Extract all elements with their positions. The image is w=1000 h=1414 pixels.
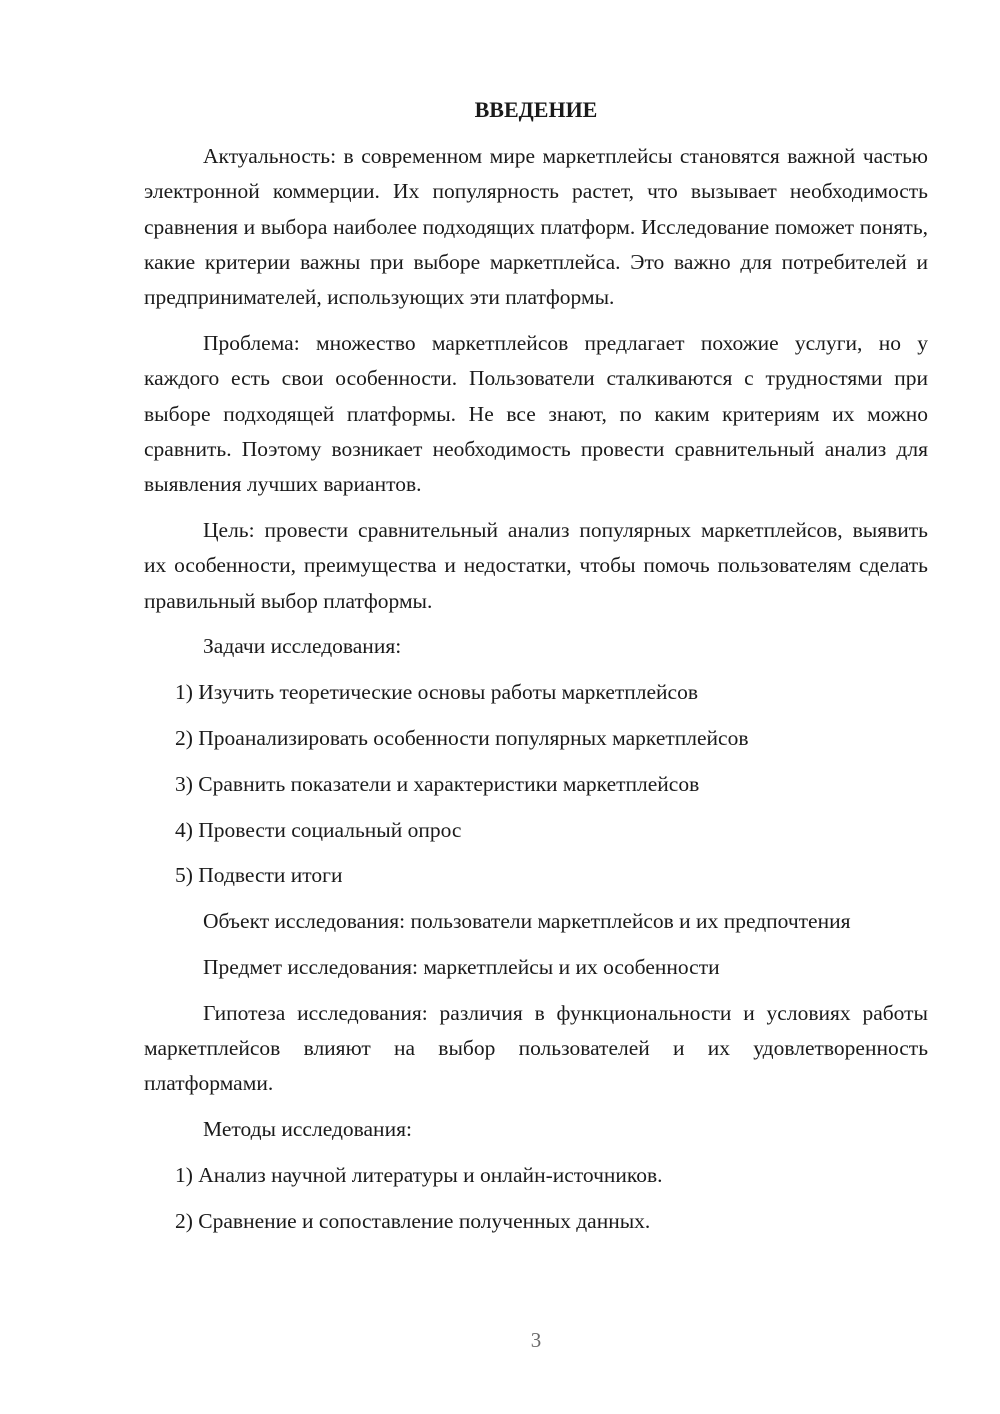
document-page [144,94,928,1250]
goal-paragraph: Цель: провести сравнительный анализ популярных маркетплейсов, выявить их особенности, преимущества и недостатки, чтобы помочь пользователям сделать правильный выбор платформы. [144,517,928,613]
tasks-heading: Задачи исследования: [203,634,402,659]
object-paragraph: Объект исследования: пользователи маркетплейсов и их предпочтения [203,909,851,934]
problem-paragraph: Проблема: множество маркетплейсов предлагает похожие услуги, но у каждого есть свои особенности. Пользователи сталкиваются с трудностями при выборе подходящей платформы. Не все знают, по каким критериям их можно сравнить. Поэтому возникает необходимость провести сравнительный анализ для выявления лучших вариантов. [144,330,928,497]
list-item: 2) Сравнение и сопоставление полученных данных. [175,1208,651,1233]
list-item: 4) Провести социальный опрос [175,817,462,842]
relevance-paragraph: Актуальность: в современном мире маркетплейсы становятся важной частью электронной коммерции. Их популярность растет, что вызывает необходимость сравнения и выбора наиболее подходящих платформ. Исследование поможет понять, какие критерии важны при выборе маркетплейса. Это важно для потребителей и предпринимателей, использующих эти платформы. [144,144,928,310]
tasks-list [144,675,928,893]
page-number: 3 [530,1328,542,1352]
list-item: 1) Анализ научной литературы и онлайн-источников. [175,1162,663,1187]
hypothesis-paragraph: Гипотеза исследования: различия в функциональности и условиях работы маркетплейсов влияют на выбор пользователей и их удовлетворенность платформами. [144,1000,928,1096]
subject-paragraph: Предмет исследования: маркетплейсы и их особенности [203,954,720,979]
list-item: 1) Изучить теоретические основы работы маркетплейсов [175,680,698,705]
methods-heading: Методы исследования: [203,1117,412,1142]
section-heading: ВВЕДЕНИЕ [474,97,598,122]
list-item: 3) Сравнить показатели и характеристики маркетплейсов [175,771,700,796]
list-item: 2) Проанализировать особенности популярных маркетплейсов [175,725,749,750]
list-item: 5) Подвести итоги [175,863,343,888]
methods-list [144,1158,928,1239]
